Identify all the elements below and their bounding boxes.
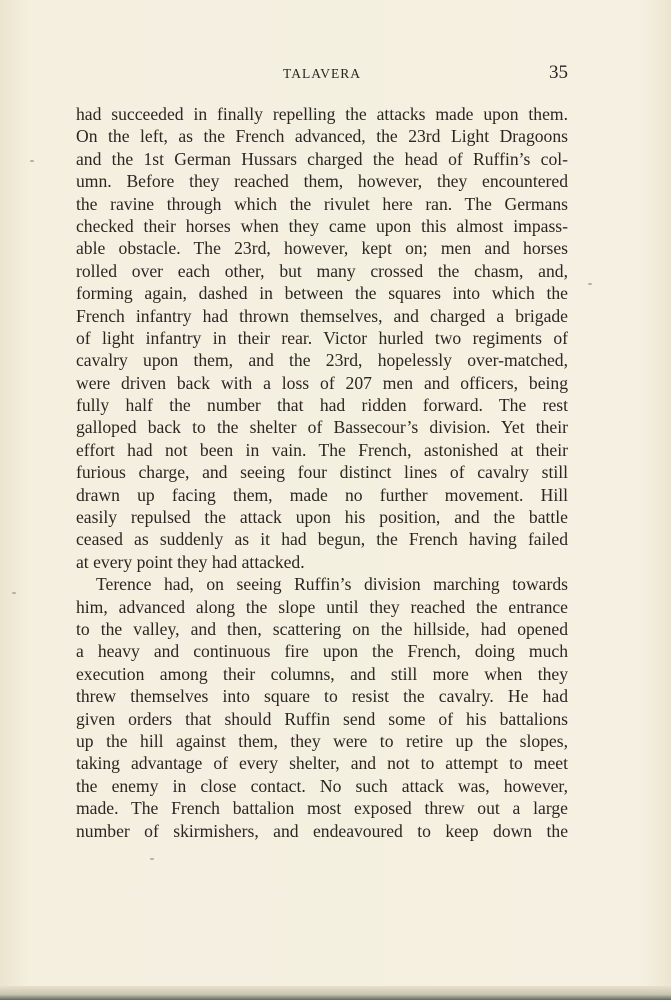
- text-line: French infantry had thrown themselves, and charged a brigade: [76, 305, 568, 326]
- text-line: at every point they had attacked.: [76, 551, 305, 572]
- text-line: cavalry upon them, and the 23rd, hopelessly over-matched,: [76, 350, 568, 371]
- text-line: rolled over each other, but many crossed the chasm, and,: [76, 260, 568, 281]
- text-line: Terence had, on seeing Ruffin’s division marching towards: [96, 574, 568, 595]
- running-head: [76, 62, 568, 86]
- text-line: ceased as suddenly as it had begun, the French having failed: [76, 529, 568, 550]
- text-line: threw themselves into square to resist the cavalry. He had: [76, 686, 568, 707]
- text-line: umn. Before they reached them, however, they encountered: [76, 171, 568, 192]
- text-line: effort had not been in vain. The French, astonished at their: [76, 439, 568, 460]
- text-line: fully half the number that had ridden forward. The rest: [76, 395, 568, 416]
- page-bottom-edge: [0, 986, 671, 1000]
- paper-speck: [588, 283, 592, 285]
- text-line: to the valley, and then, scattering on the hillside, had opened: [76, 618, 568, 639]
- text-line: execution among their columns, and still more when they: [76, 663, 568, 684]
- text-line: given orders that should Ruffin send some of his battalions: [76, 708, 568, 729]
- text-line: easily repulsed the attack upon his position, and the battle: [76, 507, 568, 528]
- paper-speck: [150, 858, 154, 860]
- text-line: the ravine through which the rivulet here ran. The Germans: [76, 193, 568, 214]
- text-line: forming again, dashed in between the squares into which the: [76, 283, 568, 304]
- text-line: taking advantage of every shelter, and not to attempt to meet: [76, 753, 568, 774]
- text-line: number of skirmishers, and endeavoured to keep down the: [76, 820, 568, 841]
- text-line: galloped back to the shelter of Bassecour’s division. Yet their: [76, 417, 568, 438]
- text-line: drawn up facing them, made no further movement. Hill: [76, 484, 568, 505]
- text-line: the enemy in close contact. No such attack was, however,: [76, 775, 568, 796]
- text-line: On the left, as the French advanced, the 23rd Light Dragoons: [76, 126, 568, 147]
- text-line: furious charge, and seeing four distinct lines of cavalry still: [76, 462, 568, 483]
- text-line: were driven back with a loss of 207 men and officers, being: [76, 372, 568, 393]
- text-line: had succeeded in finally repelling the attacks made upon them.: [76, 104, 568, 124]
- paper-speck: [30, 160, 34, 162]
- text-line: him, advanced along the slope until they reached the entrance: [76, 596, 568, 617]
- paper-speck: [12, 592, 16, 594]
- text-line: and the 1st German Hussars charged the head of Ruffin’s col-: [76, 148, 568, 169]
- body-text: [76, 103, 568, 842]
- text-line: of light infantry in their rear. Victor hurled two regiments of: [76, 327, 568, 348]
- running-title: TALAVERA: [283, 66, 361, 81]
- text-line: up the hill against them, they were to retire up the slopes,: [76, 730, 568, 751]
- text-line: made. The French battalion most exposed threw out a large: [76, 798, 568, 819]
- text-line: checked their horses when they came upon this almost impass-: [76, 215, 568, 236]
- text-line: able obstacle. The 23rd, however, kept on; men and horses: [76, 238, 568, 259]
- text-line: a heavy and continuous fire upon the French, doing much: [76, 641, 568, 662]
- page-number: 35: [549, 62, 568, 83]
